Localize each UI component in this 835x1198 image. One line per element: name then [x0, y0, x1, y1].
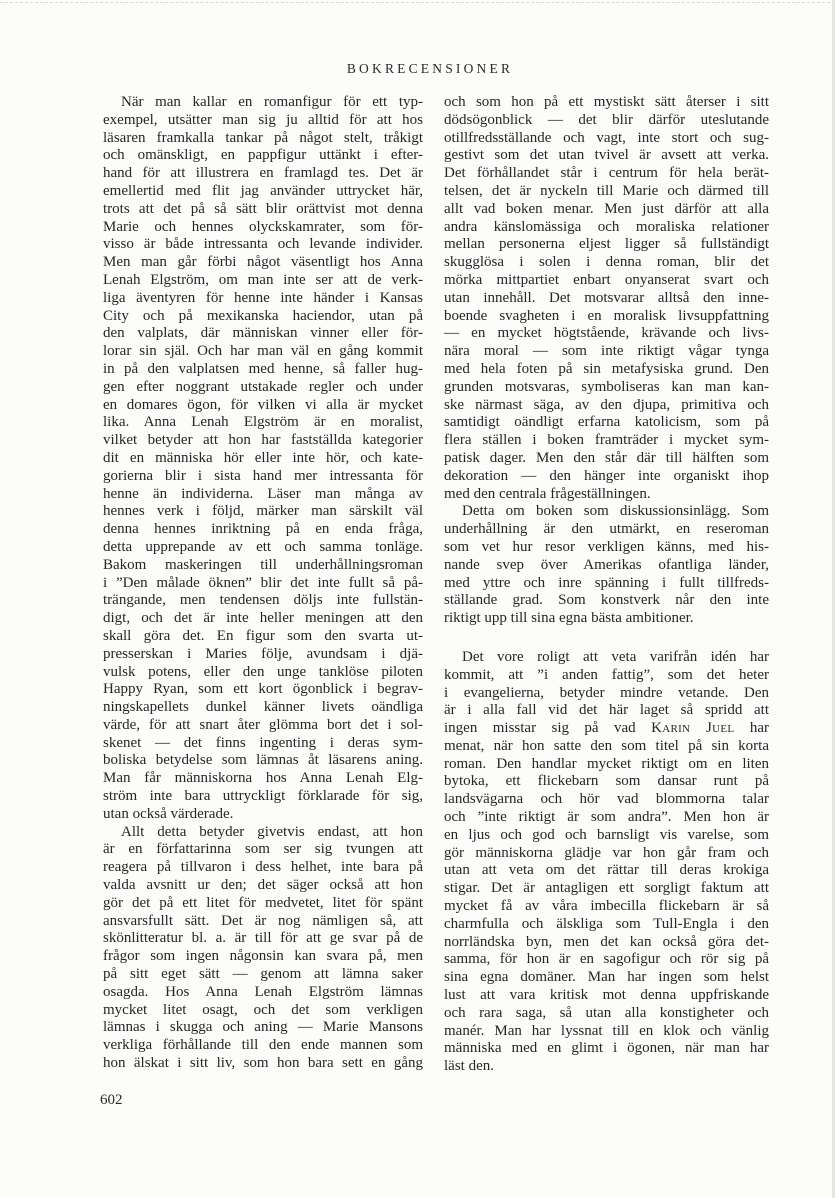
- text-line: hennes verk i följd, märker man särskilt väl: [103, 503, 423, 520]
- text-line: en ljus och god och barnsligt vis varelse, som: [444, 826, 769, 843]
- text-line: utan att veta om det rättar till deras krokiga: [444, 862, 769, 879]
- paragraph: [444, 503, 769, 628]
- page-number: 602: [100, 1092, 123, 1108]
- text-line: manér. Man har lyssnat till en klok och vänlig: [444, 1022, 769, 1039]
- text-line: stigar. Det är antagligen ett sorgligt faktum att: [444, 880, 769, 897]
- text-line: gör det på ett litet för medvetet, litet för spänt: [103, 894, 423, 911]
- text-line: nära moral — som inte riktigt vågar tynga: [444, 343, 769, 360]
- text-line: trängande, men tendensen döljs inte fullstän-: [103, 592, 423, 609]
- text-line: När man kallar en romanfigur för ett typ-: [121, 94, 423, 110]
- text-line: sina egna domäner. Man har ingen som helst: [444, 969, 769, 986]
- text-line: flera ställen i boken framträder i mycket sym-: [444, 432, 769, 449]
- text-line: allt vad boken menar. Men just därför att alla: [444, 200, 769, 217]
- text-line: frågor som ingen någonsin kan svara på, men: [103, 948, 423, 965]
- text-line: mycket få av våra imbecilla flickebarn är så: [444, 898, 769, 915]
- text-line: mellan personerna eljest ligger så fullständigt: [444, 236, 769, 253]
- text-line: visso är både intressanta och levande individer.: [103, 236, 423, 253]
- text-line: med yttre och inre spänning i fullt tillfreds-: [444, 574, 769, 591]
- text-line: — en mycket högtstående, krävande och livs-: [444, 325, 769, 342]
- text-line: ske närmast säga, av den djupa, primitiva och: [444, 396, 769, 413]
- text-line: Bakom maskeringen till underhållningsroman: [103, 556, 423, 573]
- text-line: bytoka, ett flickebarn som dansar runt på: [444, 773, 769, 790]
- text-line: boende svagheten i en moralisk livsuppfattning: [444, 307, 769, 324]
- text-line: Lenah Elgström, om man inte ser att de verk-: [103, 271, 423, 288]
- text-line: patisk dager. Men den står där till hälften som: [444, 449, 769, 466]
- text-line: landsvägarna och hör vad blommorna talar: [444, 791, 769, 808]
- text-line: kommit, att ”i anden fattig”, som det heter: [444, 666, 769, 683]
- text-line: utan innehåll. Det motsvarar alltså den inne-: [444, 289, 769, 306]
- text-line: Detta om boken som diskussionsinlägg. Som: [462, 503, 769, 520]
- text-line: samma, för hon är en sagofigur och rör sig på: [444, 951, 769, 968]
- text-line: skugglösa i solen i denna roman, blir det: [444, 254, 769, 271]
- text-line: utan också värderade.: [103, 805, 234, 822]
- text-line: med hela foten på sin metafysiska grund. Den: [444, 360, 769, 377]
- text-line: mörka mittpartiet enbart onyanserat svart och: [444, 271, 769, 288]
- text-line: och omänskligt, en pappfigur uttänkt i efter-: [103, 147, 423, 164]
- text-line: dödsögonblick — det blir därför uteslutande: [444, 111, 769, 128]
- text-section: [444, 94, 769, 628]
- paragraph: [103, 824, 423, 1073]
- text-line: i evangelierna, betyder mindre vetande. Den: [444, 684, 769, 701]
- text-line: henne än individerna. Läser man många av: [103, 485, 423, 502]
- paragraph: [103, 94, 423, 824]
- author-name: Karin Juel: [651, 720, 735, 737]
- text-line: dekoration — den hänger inte organiskt ihop: [444, 467, 769, 484]
- text-line: på sitt eget sätt — genom att lämna saker: [103, 966, 423, 983]
- text-line: trots att det på så sätt blir orättvist mot denna: [103, 200, 423, 217]
- text-line: Marie och hennes olyckskamrater, som för-: [103, 218, 423, 235]
- text-line: gorierna blir i sista hand mer intressanta för: [103, 467, 423, 484]
- text-line: Man får människorna hos Anna Lenah Elg-: [103, 770, 423, 787]
- text-line: in på den valplatsen med henne, så faller hug-: [103, 360, 423, 377]
- text-line: emellertid med flit jag använder uttrycket här,: [103, 182, 423, 199]
- text-line: skenet — det finns ingenting i deras sym-: [103, 734, 423, 751]
- text-line: skönlitteratur bl. a. är till för att ge svar på de: [103, 930, 423, 947]
- text-column-right: [444, 94, 769, 1076]
- text-line: Happy Ryan, som ett kort ögonblick i begrav-: [103, 681, 423, 698]
- text-line: samtidigt oändligt erfarna katolicism, som på: [444, 414, 769, 431]
- text-line: lämnas i skugga och aning — Marie Mansons: [103, 1019, 423, 1036]
- text-line: underhållning är den utmärkt, en reseroman: [444, 521, 769, 538]
- text-line: detta upprepande av ett och samma tonläge.: [103, 538, 423, 555]
- text-line: osagda. Hos Anna Lenah Elgström lämnas: [103, 983, 423, 1000]
- text-line: exempel, utsätter man sig ju alltid för att hos: [103, 111, 423, 128]
- text-line: norrländska byn, men det kan också göra det-: [444, 933, 769, 950]
- text-line: reagera på tillvaron i dess helhet, inte bara på: [103, 859, 423, 876]
- text-segment: har: [734, 720, 769, 737]
- text-line: dit en människa hör eller inte hör, och kate-: [103, 449, 423, 466]
- text-line: valda avsnitt ur den; det säger också att hon: [103, 877, 423, 894]
- text-line: denna hennes inriktning på en enda fråga,: [103, 521, 423, 538]
- text-line: i ”Den målade öknen” blir det inte fullt så på-: [103, 574, 423, 591]
- text-line: [444, 720, 769, 738]
- text-line: läst den.: [444, 1058, 494, 1075]
- text-line: Det förhållandet står i centrum för hela berät-: [444, 165, 769, 182]
- text-line: som vet hur resor verkligen känns, med his-: [444, 538, 769, 555]
- text-line: boliska betydelse som lämnas åt läsarens aning.: [103, 752, 423, 769]
- text-section: [444, 649, 769, 1076]
- text-line: värde, för att snart åter glömma bort det i sol-: [103, 716, 423, 733]
- text-line: gestivt som det utan tvivel är avsett att verka.: [444, 147, 769, 164]
- text-column-left: [103, 94, 423, 1073]
- text-line: gen efter noggrant utstakade regler och under: [103, 378, 423, 395]
- text-line: lorar sin själ. Och har man väl en gång kommit: [103, 343, 423, 360]
- text-line: andra känslomässiga och moraliska relationer: [444, 218, 769, 235]
- text-line: och rara saga, så utan alla konstigheter och: [444, 1004, 769, 1021]
- text-line: är i alla fall vid det här laget så spridd att: [444, 702, 769, 719]
- text-line: ström inte bara uttryckligt förklarade för sig,: [103, 788, 423, 805]
- text-line: Det vore roligt att veta varifrån idén har: [462, 648, 769, 665]
- text-line: lust att vara kritisk mot denna uppfriskande: [444, 987, 769, 1004]
- text-line: charmfulla och älskliga som Tull-Engla i den: [444, 915, 769, 932]
- text-line: lika. Anna Lenah Elgström är en moralist,: [103, 414, 423, 431]
- text-line: mycket litet osagt, och det som verkligen: [103, 1001, 423, 1018]
- text-line: menat, när hon satte den som titel på sin korta: [444, 737, 769, 754]
- running-title: BOKRECENSIONER: [346, 61, 514, 76]
- text-line: människa med en glimt i ögonen, när man har: [444, 1040, 769, 1057]
- paragraph: [444, 649, 769, 1076]
- text-line: med den centrala frågeställningen.: [444, 485, 651, 502]
- text-line: riktigt upp till sina egna bästa ambitioner.: [444, 610, 694, 627]
- text-line: ansvarsfullt sätt. Det är nog nämligen så, att: [103, 912, 423, 929]
- text-line: hon älskat i sitt liv, som hon bara sett en gång: [103, 1055, 423, 1072]
- text-line: ningskapellets dunkel känner livets oändliga: [103, 699, 423, 716]
- text-line: och ”inte riktigt är som andra”. Men hon är: [444, 809, 769, 826]
- text-line: skall göra det. En figur som den svarta ut-: [103, 627, 423, 644]
- text-line: gör människorna glädje var hon går fram och: [444, 844, 769, 861]
- text-line: telsen, det är nyckeln till Marie och därmed till: [444, 182, 769, 199]
- text-line: och som hon på ett mystiskt sätt återser i sitt: [444, 94, 769, 110]
- text-line: presserskan i Maries följe, avundsam i djä-: [103, 645, 423, 662]
- text-segment: ingen misstar sig på vad: [444, 720, 652, 737]
- text-line: otillfredsställande och vagt, inte stort och sug-: [444, 129, 769, 146]
- text-line: grunden motsvaras, symboliseras kan man kan-: [444, 378, 769, 395]
- text-line: vulsk potens, eller den unge tanklöse piloten: [103, 663, 423, 680]
- text-line: läsaren framkalla tankar på något stelt, tråkigt: [103, 129, 423, 146]
- text-line: City och på mexikanska haciendor, utan på: [103, 307, 423, 324]
- text-line: Allt detta betyder givetvis endast, att hon: [121, 823, 423, 840]
- page-top-edge: [0, 2, 835, 3]
- text-line: hand för att illustrera en framlagd tes. Det är: [103, 165, 423, 182]
- text-line: vilket betyder att hon har fastställda kategorier: [103, 432, 423, 449]
- paragraph: [444, 94, 769, 503]
- text-line: liga äventyren för henne inte händer i Kansas: [103, 289, 423, 306]
- text-line: roman. Den handlar mycket riktigt om en liten: [444, 755, 769, 772]
- text-line: ställande grad. Som konstverk når den inte: [444, 592, 769, 609]
- text-line: Men man går förbi något väsentligt hos Anna: [103, 254, 423, 271]
- text-line: digt, och det är inte heller meningen att den: [103, 610, 423, 627]
- text-section: [103, 94, 423, 1073]
- text-line: den valplats, där människan vinner eller för-: [103, 325, 423, 342]
- text-line: en domares ögon, för vilken vi alla är mycket: [103, 396, 423, 413]
- text-line: verkliga förhållande till den ende mannen som: [103, 1037, 423, 1054]
- text-line: nande svep över Amerikas ofantliga länder,: [444, 556, 769, 573]
- text-line: är en författarinna som ser sig tvungen att: [103, 841, 423, 858]
